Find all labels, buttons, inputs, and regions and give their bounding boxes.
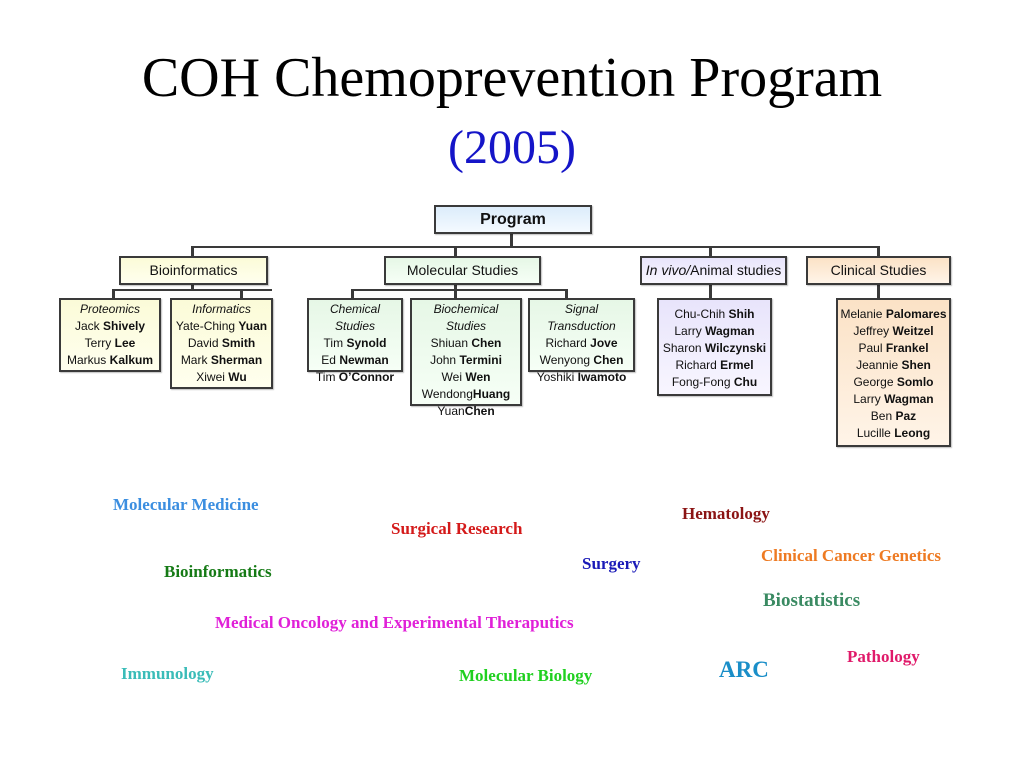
dept-surgery: Surgery: [582, 554, 641, 573]
member-name: [838, 425, 949, 442]
dept-hematology: Hematology: [682, 504, 770, 523]
member-name: [172, 369, 271, 386]
member-name: [838, 357, 949, 374]
member-first-name: Ben: [870, 409, 893, 423]
member-name: [659, 323, 770, 340]
member-first-name: Richard: [545, 336, 587, 350]
member-name: [172, 352, 271, 369]
member-last-name: Kalkum: [109, 353, 154, 367]
program-label: Program: [480, 211, 546, 228]
member-first-name: Lucille: [856, 426, 891, 440]
node-invivo-animal-studies: [640, 256, 787, 285]
member-last-name: Synold: [346, 336, 387, 350]
group-invivo-members: [657, 298, 772, 396]
member-name: [838, 391, 949, 408]
member-first-name: Xiwei: [196, 370, 225, 384]
member-last-name: Yuan: [238, 319, 268, 333]
member-last-name: Chen: [593, 353, 624, 367]
member-name: [659, 306, 770, 323]
member-first-name: Ed: [321, 353, 336, 367]
member-first-name: Wenyong: [539, 353, 591, 367]
member-last-name: Smith: [221, 336, 256, 350]
member-name: [530, 335, 633, 352]
member-last-name: Shen: [901, 358, 931, 372]
member-first-name: Larry: [853, 392, 881, 406]
group-clinical-members: [836, 298, 951, 447]
group-proteomics: [59, 298, 161, 372]
member-name: [412, 403, 520, 420]
node-clinical-label: Clinical Studies: [830, 262, 927, 278]
member-name: [659, 340, 770, 357]
member-last-name: Iwamoto: [577, 370, 627, 384]
member-name: [61, 352, 159, 369]
member-name: [309, 369, 401, 386]
member-first-name: Terry: [84, 336, 112, 350]
member-name: [412, 369, 520, 386]
connector-molecular-horizontal: [351, 289, 567, 291]
member-first-name: John: [430, 353, 457, 367]
member-first-name: Yate-Ching: [175, 319, 236, 333]
member-name: [838, 340, 949, 357]
page-subtitle-year: (2005): [448, 121, 576, 174]
member-first-name: Wendong: [421, 387, 473, 401]
dept-bioinformatics: Bioinformatics: [164, 562, 272, 581]
member-last-name: Lee: [114, 336, 136, 350]
member-first-name: Jack: [74, 319, 100, 333]
dept-medical-oncology: Medical Oncology and Experimental Theraputics: [215, 613, 574, 632]
member-name: [172, 335, 271, 352]
member-last-name: Huang: [472, 387, 511, 401]
connector-bioinf-horizontal: [112, 289, 272, 291]
member-last-name: Frankel: [885, 341, 929, 355]
program-root-node: [434, 205, 592, 234]
member-last-name: Newman: [339, 353, 389, 367]
member-name: [309, 335, 401, 352]
member-name: [659, 357, 770, 374]
member-last-name: Sherman: [210, 353, 263, 367]
member-name: [530, 369, 633, 386]
member-first-name: Fong-Fong: [671, 375, 731, 389]
group-caption: Signal Transduction: [547, 302, 616, 333]
node-molecular-studies: [384, 256, 541, 285]
member-first-name: George: [853, 375, 894, 389]
member-last-name: Wu: [228, 370, 247, 384]
node-bioinformatics-label: Bioinformatics: [149, 262, 238, 278]
member-first-name: Jeffrey: [853, 324, 890, 338]
dept-molecular-biology: Molecular Biology: [459, 666, 593, 685]
member-name: [172, 318, 271, 335]
node-invivo-label: Animal studies: [690, 262, 782, 278]
member-name: [838, 323, 949, 340]
member-first-name: Markus: [66, 353, 107, 367]
member-first-name: Richard: [675, 358, 717, 372]
member-last-name: Termini: [459, 353, 502, 367]
dept-biostatistics: Biostatistics: [763, 590, 861, 611]
member-last-name: Leong: [894, 426, 931, 440]
member-last-name: Paz: [895, 409, 917, 423]
node-invivo-label-italic: In vivo/: [645, 262, 691, 278]
member-last-name: Weitzel: [892, 324, 934, 338]
member-last-name: Wagman: [884, 392, 934, 406]
member-last-name: Shih: [728, 307, 755, 321]
member-first-name: Tim: [315, 370, 336, 384]
member-last-name: Palomares: [885, 307, 947, 321]
member-name: [659, 374, 770, 391]
member-name: [61, 318, 159, 335]
member-last-name: Wagman: [705, 324, 755, 338]
member-first-name: Melanie: [840, 307, 883, 321]
connector-invivo-down: [709, 283, 712, 299]
page-title: COH Chemoprevention Program: [141, 47, 883, 109]
member-name: [838, 306, 949, 323]
member-last-name: Chu: [733, 375, 758, 389]
member-first-name: Mark: [180, 353, 208, 367]
member-name: [309, 352, 401, 369]
member-first-name: Yoshiki: [536, 370, 575, 384]
member-name: [838, 408, 949, 425]
group-chemical-studies: [307, 298, 403, 384]
member-last-name: Somlo: [896, 375, 934, 389]
member-first-name: David: [187, 336, 219, 350]
member-name: [412, 352, 520, 369]
group-signal-transduction: [528, 298, 635, 384]
connector-clinical-down: [877, 283, 880, 299]
member-first-name: Sharon: [662, 341, 702, 355]
member-name: [530, 352, 633, 369]
connector-main-horizontal: [192, 246, 879, 248]
group-caption: Biochemical Studies: [433, 302, 499, 333]
dept-molecular-medicine: Molecular Medicine: [113, 495, 259, 514]
group-caption: Proteomics: [79, 302, 141, 316]
dept-surgical-research: Surgical Research: [391, 519, 523, 538]
member-first-name: Jeannie: [856, 358, 899, 372]
member-first-name: Shiuan: [430, 336, 469, 350]
member-first-name: Wei: [441, 370, 462, 384]
node-clinical-studies: [806, 256, 951, 285]
member-name: [61, 335, 159, 352]
group-biochemical-studies: [410, 298, 522, 418]
group-caption: Chemical Studies: [329, 302, 380, 333]
dept-clinical-cancer-genetics: Clinical Cancer Genetics: [761, 546, 942, 565]
member-first-name: Yuan: [437, 404, 465, 418]
dept-pathology: Pathology: [847, 647, 920, 666]
member-first-name: Chu-Chih: [674, 307, 726, 321]
member-last-name: Wilczynski: [704, 341, 767, 355]
member-last-name: Wen: [465, 370, 491, 384]
member-last-name: Chen: [471, 336, 502, 350]
member-first-name: Paul: [858, 341, 883, 355]
member-last-name: Shively: [103, 319, 146, 333]
node-molecular-label: Molecular Studies: [406, 262, 519, 278]
member-name: [412, 335, 520, 352]
dept-arc: ARC: [719, 657, 769, 682]
node-bioinformatics: [119, 256, 268, 285]
connector-program-down: [510, 233, 513, 247]
member-first-name: Larry: [674, 324, 702, 338]
member-last-name: Chen: [464, 404, 495, 418]
member-last-name: Jove: [590, 336, 618, 350]
dept-immunology: Immunology: [121, 664, 214, 683]
member-name: [412, 386, 520, 403]
member-last-name: Ermel: [720, 358, 754, 372]
group-informatics: [170, 298, 273, 389]
member-last-name: O’Connor: [338, 370, 395, 384]
group-caption: Informatics: [192, 302, 251, 316]
member-first-name: Tim: [323, 336, 344, 350]
member-name: [838, 374, 949, 391]
